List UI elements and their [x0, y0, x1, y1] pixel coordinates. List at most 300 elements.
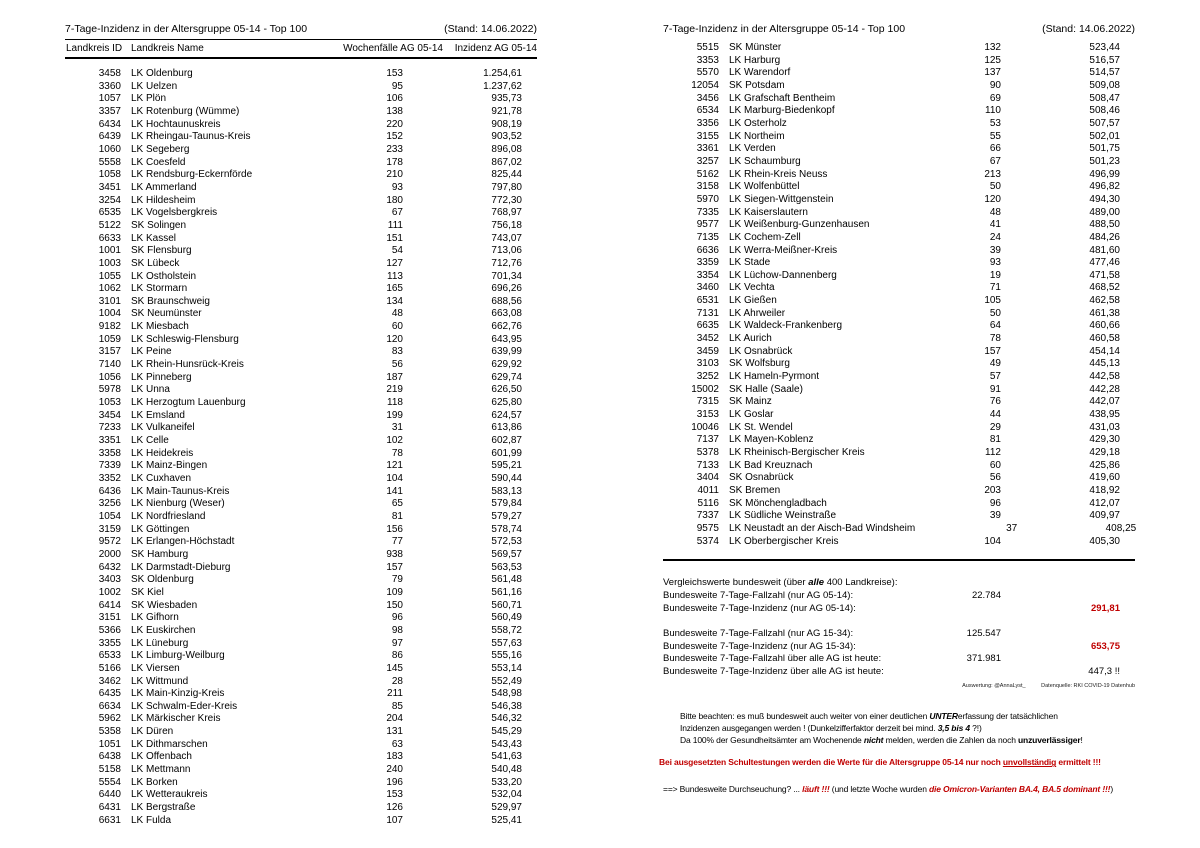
table-row [65, 751, 537, 764]
landkreis-name-cell: LK Dithmarschen [131, 738, 208, 750]
landkreis-name-cell: SK Wolfsburg [729, 358, 790, 370]
landkreis-id-cell: 3353 [696, 54, 719, 66]
table-row [663, 219, 1135, 232]
landkreis-name-cell: LK Erlangen-Höchstadt [131, 536, 235, 548]
right-table-rows [663, 42, 1135, 548]
text-segment: ! [1080, 734, 1083, 745]
landkreis-name-cell: LK Limburg-Weilburg [131, 650, 225, 662]
wochenfaelle-cell: 178 [386, 156, 403, 168]
table-row [663, 131, 1135, 144]
wochenfaelle-cell: 48 [391, 308, 403, 320]
inzidenz-cell: 509,08 [1089, 79, 1120, 91]
wochenfaelle-cell: 156 [386, 523, 403, 535]
landkreis-name-cell: SK Solingen [131, 219, 187, 231]
text-segment: Inzidenzen ausgegangen werden ! (Dunkelzifferfaktor derzeit bei mind. [680, 723, 938, 734]
right-title-row [663, 22, 1135, 36]
landkreis-id-cell: 1056 [98, 371, 121, 383]
inzidenz-cell: 602,87 [491, 435, 522, 447]
table-row [65, 68, 537, 81]
landkreis-id-cell: 7131 [696, 307, 719, 319]
landkreis-id-cell: 3157 [98, 346, 121, 358]
landkreis-id-cell: 3351 [98, 435, 121, 447]
text-segment: 3,5 bis 4 [937, 723, 970, 734]
landkreis-id-cell: 9572 [98, 536, 121, 548]
wochenfaelle-cell: 152 [386, 131, 403, 143]
landkreis-id-cell: 5166 [98, 662, 121, 674]
table-row [65, 612, 537, 625]
table-row [663, 194, 1135, 207]
landkreis-name-cell: LK Lüchow-Dannenberg [729, 269, 837, 281]
table-row [65, 473, 537, 486]
wochenfaelle-cell: 107 [386, 814, 403, 826]
landkreis-id-cell: 7335 [696, 206, 719, 218]
landkreis-id-cell: 3403 [98, 574, 121, 586]
wochenfaelle-cell: 153 [386, 789, 403, 801]
landkreis-id-cell: 10046 [691, 421, 719, 433]
wochenfaelle-cell: 56 [391, 359, 403, 371]
landkreis-name-cell: LK Oberbergischer Kreis [729, 535, 839, 547]
table-row [65, 271, 537, 284]
inzidenz-cell: 496,82 [1089, 181, 1120, 193]
landkreis-name-cell: LK Wittmund [131, 675, 189, 687]
table-row [663, 396, 1135, 409]
landkreis-id-cell: 5558 [98, 156, 121, 168]
summary-inzidenz-value: 653,75 [1090, 640, 1120, 652]
table-row [663, 118, 1135, 131]
landkreis-id-cell: 1051 [98, 738, 121, 750]
landkreis-id-cell: 7133 [696, 459, 719, 471]
table-row [65, 815, 537, 828]
landkreis-id-cell: 3357 [98, 105, 121, 117]
table-row [65, 688, 537, 701]
wochenfaelle-cell: 56 [989, 472, 1001, 484]
landkreis-id-cell: 3359 [696, 257, 719, 269]
landkreis-name-cell: LK Hameln-Pyrmont [729, 371, 820, 383]
landkreis-id-cell: 6436 [98, 485, 121, 497]
inzidenz-cell: 461,38 [1089, 307, 1120, 319]
landkreis-id-cell: 3462 [98, 675, 121, 687]
landkreis-id-cell: 12054 [691, 79, 719, 91]
landkreis-name-cell: LK Ammerland [131, 181, 197, 193]
inzidenz-cell: 508,46 [1089, 105, 1120, 117]
table-row [663, 143, 1135, 156]
inzidenz-cell: 1.237,62 [483, 80, 522, 92]
landkreis-name-cell: LK Werra-Meißner-Kreis [729, 244, 838, 256]
landkreis-name-cell: LK Düren [131, 726, 174, 738]
wochenfaelle-cell: 127 [386, 257, 403, 269]
table-row [65, 587, 537, 600]
landkreis-id-cell: 5554 [98, 776, 121, 788]
landkreis-name-cell: LK Nienburg (Weser) [131, 498, 225, 510]
wochenfaelle-cell: 105 [984, 295, 1001, 307]
landkreis-name-cell: LK Schaumburg [729, 155, 801, 167]
inzidenz-cell: 662,76 [491, 321, 522, 333]
wochenfaelle-cell: 126 [386, 802, 403, 814]
landkreis-name-cell: LK Rendsburg-Eckernförde [131, 169, 253, 181]
landkreis-id-cell: 5162 [696, 168, 719, 180]
inzidenz-cell: 908,19 [491, 118, 522, 130]
column-header-landkreis-id: Landkreis ID [66, 43, 123, 54]
landkreis-id-cell: 3159 [98, 523, 121, 535]
wochenfaelle-cell: 90 [989, 79, 1001, 91]
inzidenz-cell: 405,30 [1089, 535, 1120, 547]
wochenfaelle-cell: 121 [386, 460, 403, 472]
landkreis-name-cell: LK Wetteraukreis [131, 789, 208, 801]
summary-row [663, 603, 1135, 616]
landkreis-name-cell: LK Darmstadt-Dieburg [131, 561, 231, 573]
landkreis-name-cell: LK Bad Kreuznach [729, 459, 813, 471]
landkreis-id-cell: 3451 [98, 181, 121, 193]
inzidenz-cell: 419,60 [1089, 472, 1120, 484]
wochenfaelle-cell: 203 [984, 484, 1001, 496]
table-row [663, 232, 1135, 245]
landkreis-id-cell: 6634 [98, 700, 121, 712]
landkreis-id-cell: 6535 [98, 207, 121, 219]
landkreis-name-cell: LK Wolfenbüttel [729, 181, 800, 193]
table-row [663, 270, 1135, 283]
landkreis-name-cell: LK Ahrweiler [729, 307, 786, 319]
inzidenz-cell: 507,57 [1089, 117, 1120, 129]
landkreis-name-cell: LK Neustadt an der Aisch-Bad Windsheim [729, 522, 916, 534]
wochenfaelle-cell: 157 [386, 561, 403, 573]
table-row [663, 536, 1135, 549]
landkreis-name-cell: LK Rhein-Hunsrück-Kreis [131, 359, 244, 371]
wochenfaelle-cell: 24 [989, 231, 1001, 243]
landkreis-name-cell: LK Bergstraße [131, 802, 196, 814]
inzidenz-cell: 501,75 [1089, 143, 1120, 155]
left-report-panel [65, 22, 537, 827]
table-row [65, 93, 537, 106]
inzidenz-cell: 546,38 [491, 700, 522, 712]
landkreis-id-cell: 1004 [98, 308, 121, 320]
inzidenz-cell: 409,97 [1089, 510, 1120, 522]
table-row [65, 574, 537, 587]
caution-note-line [680, 735, 1135, 747]
landkreis-name-cell: LK Stormarn [131, 283, 188, 295]
landkreis-id-cell: 5515 [696, 42, 719, 53]
wochenfaelle-cell: 69 [989, 92, 1001, 104]
credit-auswertung: Auswertung: @AnnaLyst_ [962, 683, 1026, 690]
table-row [65, 220, 537, 233]
landkreis-id-cell: 3256 [98, 498, 121, 510]
landkreis-name-cell: LK Kassel [131, 232, 177, 244]
landkreis-id-cell: 1059 [98, 333, 121, 345]
inzidenz-cell: 462,58 [1089, 295, 1120, 307]
landkreis-id-cell: 3155 [696, 130, 719, 142]
landkreis-id-cell: 1060 [98, 143, 121, 155]
table-row [65, 524, 537, 537]
landkreis-id-cell: 3404 [696, 472, 719, 484]
landkreis-id-cell: 6636 [696, 244, 719, 256]
inzidenz-cell: 552,49 [491, 675, 522, 687]
table-row [663, 93, 1135, 106]
summary-heading [663, 577, 1135, 590]
landkreis-name-cell: LK Vogelsbergkreis [131, 207, 218, 219]
table-row [65, 676, 537, 689]
wochenfaelle-cell: 78 [391, 447, 403, 459]
landkreis-name-cell: SK Lübeck [131, 257, 180, 269]
inzidenz-cell: 442,28 [1089, 383, 1120, 395]
inzidenz-cell: 663,08 [491, 308, 522, 320]
summary-rows [663, 590, 1135, 679]
landkreis-name-cell: SK Halle (Saale) [729, 383, 803, 395]
landkreis-name-cell: LK Schleswig-Flensburg [131, 333, 239, 345]
page-title: 7-Tage-Inzidenz in der Altersgruppe 05-14 - Top 100 [663, 23, 906, 35]
landkreis-name-cell: LK Coesfeld [131, 156, 186, 168]
landkreis-id-cell: 7339 [98, 460, 121, 472]
inzidenz-cell: 488,50 [1089, 219, 1120, 231]
summary-row [663, 628, 1135, 641]
summary-label: Bundesweite 7-Tage-Inzidenz (nur AG 05-14): [663, 602, 856, 614]
wochenfaelle-cell: 120 [984, 193, 1001, 205]
table-row [65, 536, 537, 549]
landkreis-name-cell: SK Bremen [729, 484, 781, 496]
wochenfaelle-cell: 199 [386, 409, 403, 421]
wochenfaelle-cell: 71 [989, 282, 1001, 294]
wochenfaelle-cell: 83 [391, 346, 403, 358]
wochenfaelle-cell: 151 [386, 232, 403, 244]
table-row [663, 207, 1135, 220]
wochenfaelle-cell: 204 [386, 713, 403, 725]
wochenfaelle-cell: 233 [386, 143, 403, 155]
landkreis-name-cell: LK Pinneberg [131, 371, 192, 383]
inzidenz-cell: 431,03 [1089, 421, 1120, 433]
landkreis-id-cell: 5970 [696, 193, 719, 205]
landkreis-name-cell: LK Siegen-Wittgenstein [729, 193, 834, 205]
landkreis-id-cell: 5366 [98, 624, 121, 636]
landkreis-name-cell: LK Gießen [729, 295, 777, 307]
landkreis-name-cell: LK Main-Taunus-Kreis [131, 485, 230, 497]
landkreis-id-cell: 1002 [98, 586, 121, 598]
landkreis-id-cell: 7233 [98, 422, 121, 434]
inzidenz-cell: 471,58 [1089, 269, 1120, 281]
landkreis-name-cell: LK Peine [131, 346, 172, 358]
table-row [663, 498, 1135, 511]
table-row [65, 422, 537, 435]
inzidenz-cell: 408,25 [1105, 522, 1137, 534]
table-row [663, 105, 1135, 118]
landkreis-id-cell: 7135 [696, 231, 719, 243]
table-row [663, 42, 1135, 55]
wochenfaelle-cell: 112 [985, 447, 1001, 458]
table-row [65, 334, 537, 347]
landkreis-id-cell: 3452 [696, 333, 719, 345]
table-row [663, 295, 1135, 308]
table-row [65, 131, 537, 144]
landkreis-id-cell: 9577 [696, 219, 719, 231]
landkreis-name-cell: LK Vulkaneifel [131, 422, 195, 434]
table-row [65, 549, 537, 562]
landkreis-id-cell: 3158 [696, 181, 719, 193]
landkreis-id-cell: 3456 [696, 92, 719, 104]
landkreis-id-cell: 3458 [98, 68, 121, 79]
summary-row [663, 641, 1135, 654]
credit-line [663, 683, 1135, 689]
wochenfaelle-cell: 98 [391, 624, 403, 636]
table-row [65, 169, 537, 182]
table-row [65, 233, 537, 246]
landkreis-id-cell: 7315 [696, 396, 719, 408]
landkreis-id-cell: 3151 [98, 612, 121, 624]
table-row [65, 511, 537, 524]
text-segment: unvollständig [1002, 757, 1057, 768]
landkreis-id-cell: 3153 [696, 409, 719, 421]
table-row [65, 764, 537, 777]
wochenfaelle-cell: 81 [989, 434, 1001, 446]
wochenfaelle-cell: 210 [386, 169, 403, 181]
landkreis-id-cell: 6635 [696, 320, 719, 332]
inzidenz-cell: 625,80 [491, 397, 522, 409]
inzidenz-cell: 578,74 [491, 523, 522, 535]
table-row [663, 434, 1135, 447]
wochenfaelle-cell: 96 [989, 497, 1001, 509]
inzidenz-cell: 579,84 [491, 498, 522, 510]
landkreis-name-cell: LK Hildesheim [131, 194, 196, 206]
table-row [663, 384, 1135, 397]
wochenfaelle-cell: 134 [386, 295, 403, 307]
landkreis-name-cell: LK Celle [131, 435, 169, 447]
table-row [65, 308, 537, 321]
landkreis-id-cell: 6631 [98, 814, 121, 826]
table-row [663, 422, 1135, 435]
inzidenz-cell: 688,56 [491, 295, 522, 307]
landkreis-id-cell: 3257 [696, 155, 719, 167]
landkreis-id-cell: 1062 [98, 283, 121, 295]
wochenfaelle-cell: 187 [386, 371, 403, 383]
inzidenz-cell: 921,78 [491, 105, 522, 117]
landkreis-name-cell: LK Plön [131, 93, 167, 105]
text-segment: die Omicron-Varianten BA.4, BA.5 dominant !!! [928, 783, 1111, 794]
landkreis-name-cell: LK Mayen-Koblenz [729, 434, 814, 446]
wochenfaelle-cell: 153 [386, 68, 403, 79]
table-row [65, 625, 537, 638]
stand-date: (Stand: 14.06.2022) [1042, 23, 1135, 35]
inzidenz-cell: 540,48 [491, 764, 522, 776]
inzidenz-cell: 546,32 [491, 713, 522, 725]
landkreis-id-cell: 3459 [696, 345, 719, 357]
landkreis-name-cell: LK Vechta [729, 282, 775, 294]
table-row [663, 320, 1135, 333]
inzidenz-cell: 442,58 [1089, 371, 1120, 383]
landkreis-id-cell: 6434 [98, 118, 121, 130]
landkreis-name-cell: LK Unna [131, 384, 170, 396]
wochenfaelle-cell: 19 [989, 269, 1001, 281]
table-row [65, 81, 537, 94]
landkreis-id-cell: 6439 [98, 131, 121, 143]
summary-inzidenz-value [1019, 653, 1135, 666]
inzidenz-cell: 867,02 [491, 156, 522, 168]
caution-note-line [680, 711, 1135, 723]
inzidenz-cell: 438,95 [1089, 409, 1120, 421]
summary-label: Bundesweite 7-Tage-Fallzahl über alle AG ist heute: [663, 653, 882, 665]
landkreis-name-cell: LK Oldenburg [131, 68, 193, 79]
stand-date: (Stand: 14.06.2022) [444, 23, 537, 35]
table-row [65, 144, 537, 157]
wochenfaelle-cell: 78 [989, 333, 1001, 345]
table-row [65, 372, 537, 385]
landkreis-name-cell: LK Rheinisch-Bergischer Kreis [729, 447, 865, 458]
table-row [65, 435, 537, 448]
table-row [663, 447, 1135, 460]
divider [65, 57, 537, 59]
table-row [65, 638, 537, 651]
landkreis-name-cell: LK Herzogtum Lauenburg [131, 397, 246, 409]
inzidenz-cell: 543,43 [491, 738, 522, 750]
landkreis-id-cell: 3360 [98, 80, 121, 92]
wochenfaelle-cell: 65 [391, 498, 403, 510]
wochenfaelle-cell: 60 [391, 321, 403, 333]
table-row [65, 802, 537, 815]
table-row [663, 460, 1135, 473]
landkreis-name-cell: SK Potsdam [729, 79, 785, 91]
table-row [663, 181, 1135, 194]
text-segment: nicht [863, 734, 884, 745]
landkreis-name-cell: SK Neumünster [131, 308, 202, 320]
inzidenz-cell: 418,92 [1089, 484, 1120, 496]
wochenfaelle-cell: 31 [391, 422, 403, 434]
wochenfaelle-cell: 106 [386, 93, 403, 105]
landkreis-id-cell: 6438 [98, 751, 121, 763]
table-row [65, 789, 537, 802]
table-row [663, 371, 1135, 384]
wochenfaelle-cell: 54 [391, 245, 403, 257]
landkreis-name-cell: LK Cochem-Zell [729, 231, 801, 243]
landkreis-id-cell: 5962 [98, 713, 121, 725]
inzidenz-cell: 825,44 [491, 169, 522, 181]
inzidenz-cell: 563,53 [491, 561, 522, 573]
text-segment: läuft !!! [802, 783, 830, 794]
right-report-panel [659, 22, 1137, 795]
inzidenz-cell: 772,30 [491, 194, 522, 206]
landkreis-name-cell: LK Segeberg [131, 143, 190, 155]
wochenfaelle-cell: 120 [386, 333, 403, 345]
wochenfaelle-cell: 76 [989, 396, 1001, 408]
landkreis-name-cell: LK Rotenburg (Wümme) [131, 105, 240, 117]
inzidenz-cell: 595,21 [491, 460, 522, 472]
landkreis-id-cell: 2000 [98, 548, 121, 560]
wochenfaelle-cell: 132 [984, 42, 1001, 53]
landkreis-id-cell: 3460 [696, 282, 719, 294]
caution-note [680, 711, 1135, 746]
landkreis-name-cell: LK Gifhorn [131, 612, 179, 624]
landkreis-id-cell: 1057 [98, 93, 121, 105]
wochenfaelle-cell: 50 [989, 307, 1001, 319]
table-row [65, 207, 537, 220]
table-row [65, 777, 537, 790]
inzidenz-cell: 701,34 [491, 270, 522, 282]
conclusion-note [663, 784, 1135, 796]
landkreis-id-cell: 3355 [98, 637, 121, 649]
table-row [663, 80, 1135, 93]
landkreis-id-cell: 5122 [98, 219, 121, 231]
wochenfaelle-cell: 77 [391, 536, 403, 548]
inzidenz-cell: 460,66 [1089, 320, 1120, 332]
table-row [65, 410, 537, 423]
landkreis-id-cell: 6533 [98, 650, 121, 662]
landkreis-name-cell: LK Offenbach [131, 751, 192, 763]
landkreis-name-cell: LK Miesbach [131, 321, 189, 333]
text-segment: alle [808, 577, 825, 589]
inzidenz-cell: 590,44 [491, 473, 522, 484]
table-row [65, 321, 537, 334]
landkreis-id-cell: 5116 [697, 497, 719, 509]
landkreis-name-cell: SK Flensburg [131, 245, 192, 257]
landkreis-name-cell: LK Goslar [729, 409, 774, 421]
inzidenz-cell: 572,53 [491, 536, 522, 548]
wochenfaelle-cell: 118 [387, 397, 403, 409]
inzidenz-cell: 496,99 [1089, 168, 1120, 180]
landkreis-id-cell: 6440 [98, 789, 121, 801]
